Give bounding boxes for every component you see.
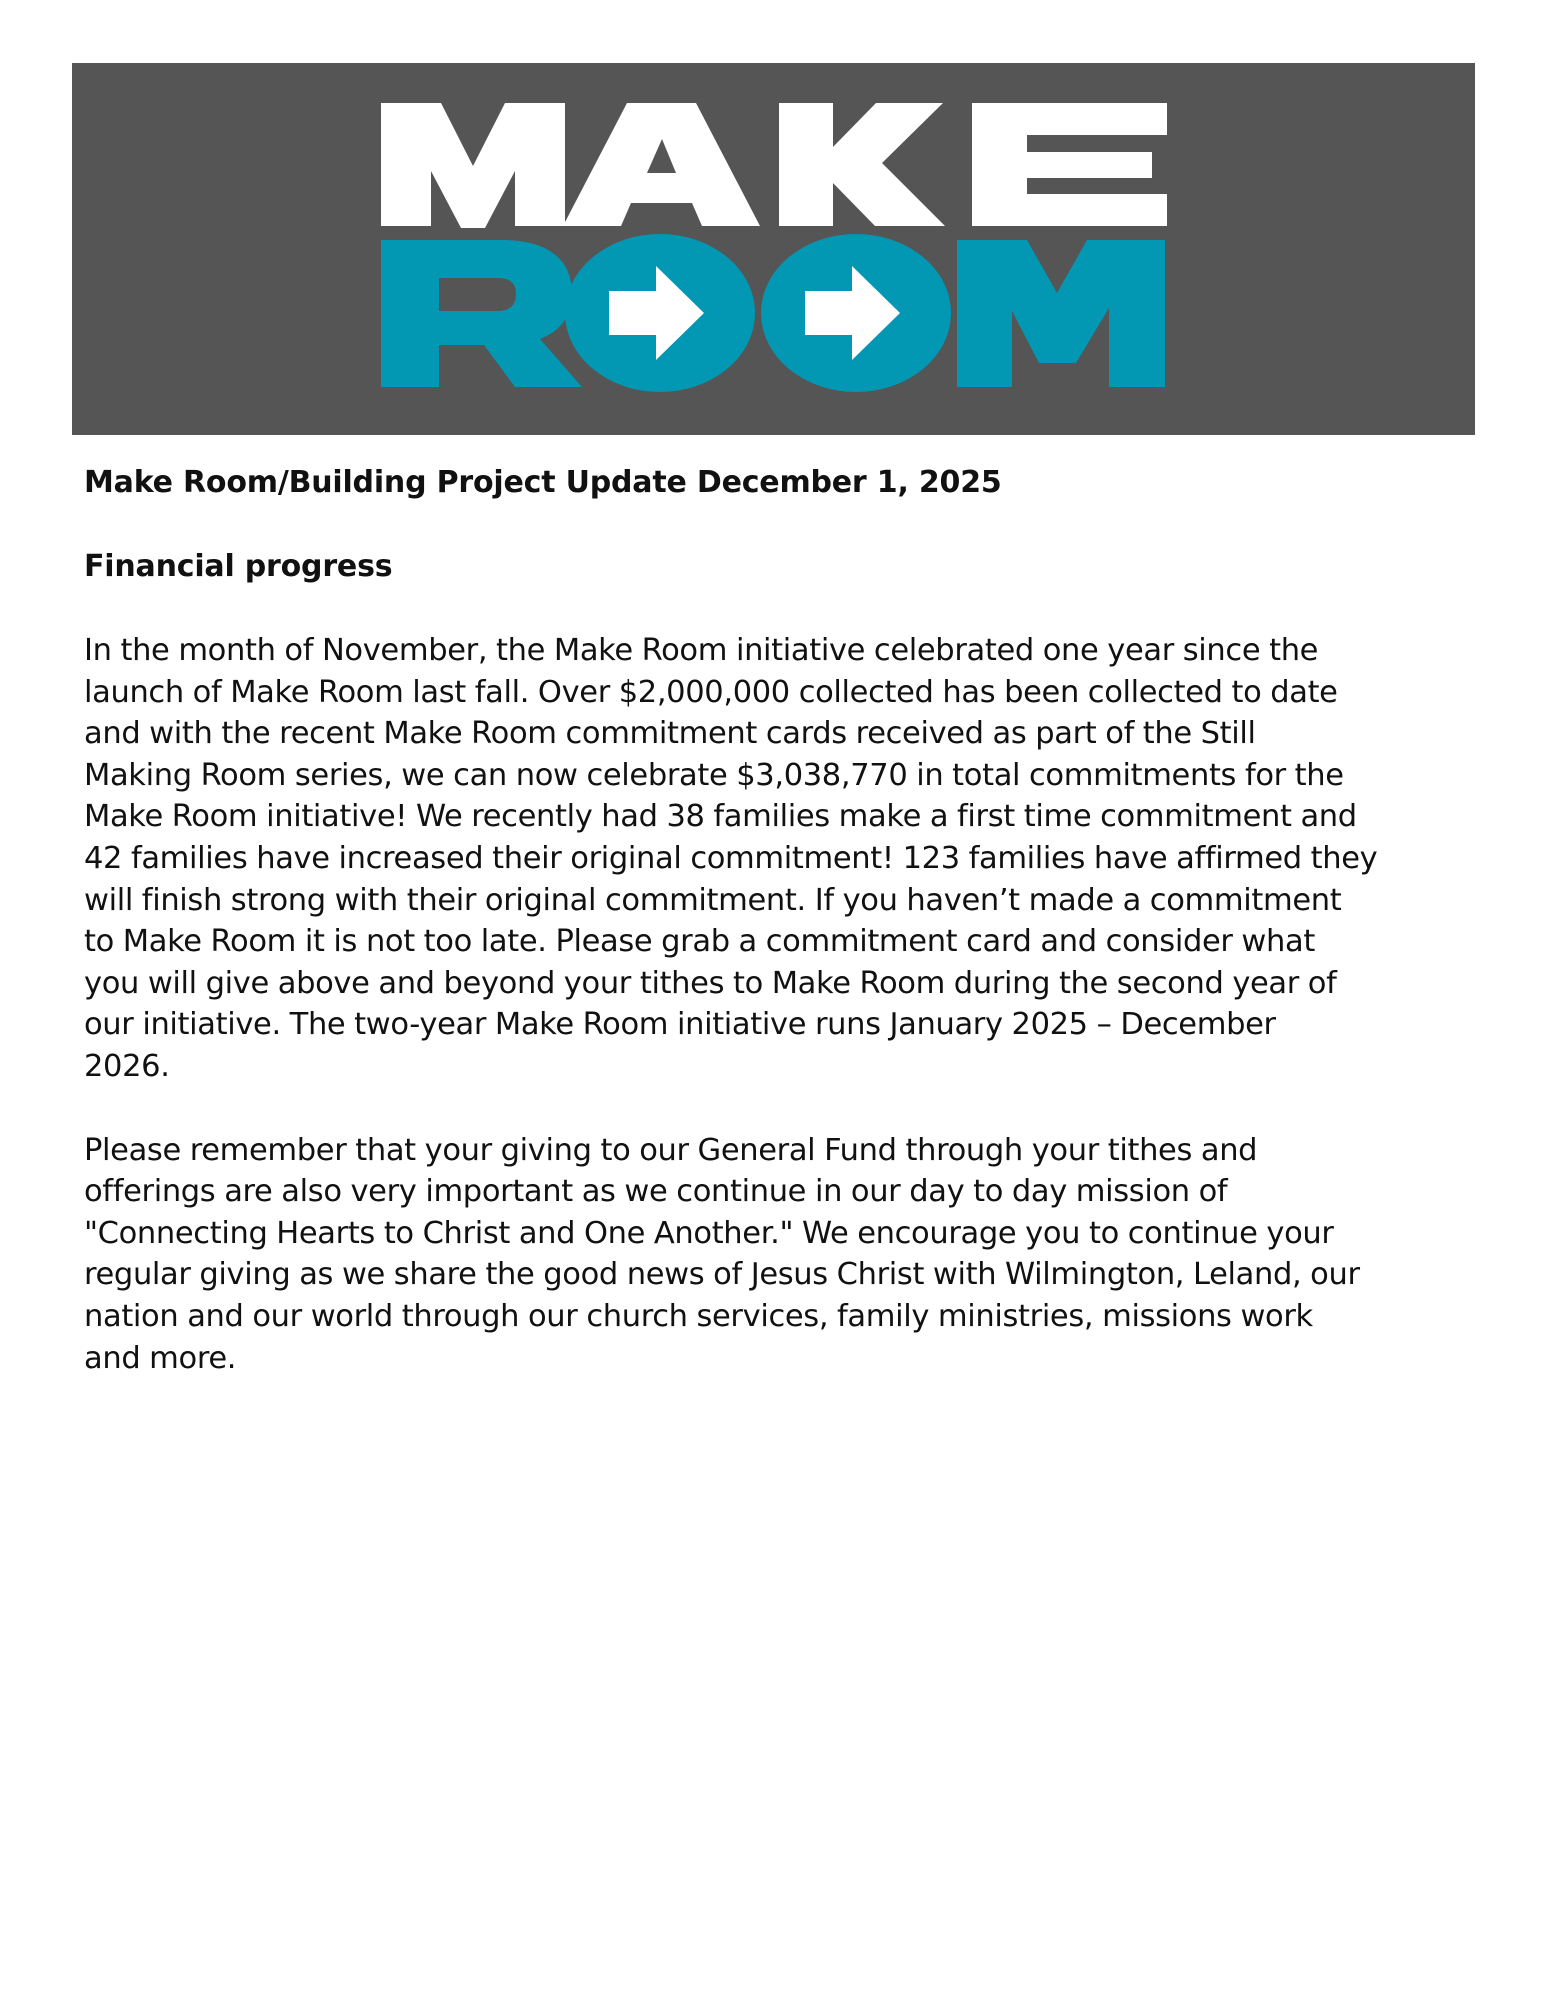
- paragraph-line: 2026.: [84, 1048, 170, 1084]
- paragraph-line: "Connecting Hearts to Christ and One Another." We encourage you to continue your: [84, 1215, 1334, 1251]
- section-heading: Financial progress: [84, 549, 393, 584]
- paragraph-line: you will give above and beyond your tithes to Make Room during the second year of: [84, 965, 1337, 1001]
- paragraph-line: Please remember that your giving to our General Fund through your tithes and: [84, 1132, 1258, 1168]
- paragraph-general-fund: [84, 1130, 1484, 1380]
- make-room-logo: [72, 63, 1475, 435]
- make-word: [381, 103, 1167, 228]
- paragraph-line: Making Room series, we can now celebrate $3,038,770 in total commitments for the: [84, 757, 1344, 793]
- paragraph-line: nation and our world through our church services, family ministries, missions work: [84, 1298, 1313, 1334]
- paragraph-financial-progress: [84, 630, 1484, 1088]
- paragraph-line: our initiative. The two-year Make Room initiative runs January 2025 – December: [84, 1007, 1276, 1043]
- paragraph-line: and more.: [84, 1340, 237, 1376]
- room-word: [381, 234, 1165, 392]
- page-title: Make Room/Building Project Update December 1, 2025: [84, 465, 1002, 500]
- paragraph-line: Make Room initiative! We recently had 38 families make a first time commitment and: [84, 799, 1357, 835]
- document-body: [84, 462, 1484, 1379]
- paragraph-line: will finish strong with their original commitment. If you haven’t made a commitment: [84, 882, 1342, 918]
- paragraph-line: launch of Make Room last fall. Over $2,000,000 collected has been collected to date: [84, 674, 1338, 710]
- paragraph-line: offerings are also very important as we continue in our day to day mission of: [84, 1174, 1228, 1210]
- make-room-banner: [72, 63, 1475, 435]
- paragraph-line: In the month of November, the Make Room initiative celebrated one year since the: [84, 633, 1319, 668]
- paragraph-line: and with the recent Make Room commitment cards received as part of the Still: [84, 716, 1256, 752]
- paragraph-line: 42 families have increased their original commitment! 123 families have affirmed they: [84, 840, 1378, 876]
- paragraph-line: regular giving as we share the good news of Jesus Christ with Wilmington, Leland, our: [84, 1257, 1360, 1293]
- paragraph-line: to Make Room it is not too late. Please grab a commitment card and consider what: [84, 924, 1315, 960]
